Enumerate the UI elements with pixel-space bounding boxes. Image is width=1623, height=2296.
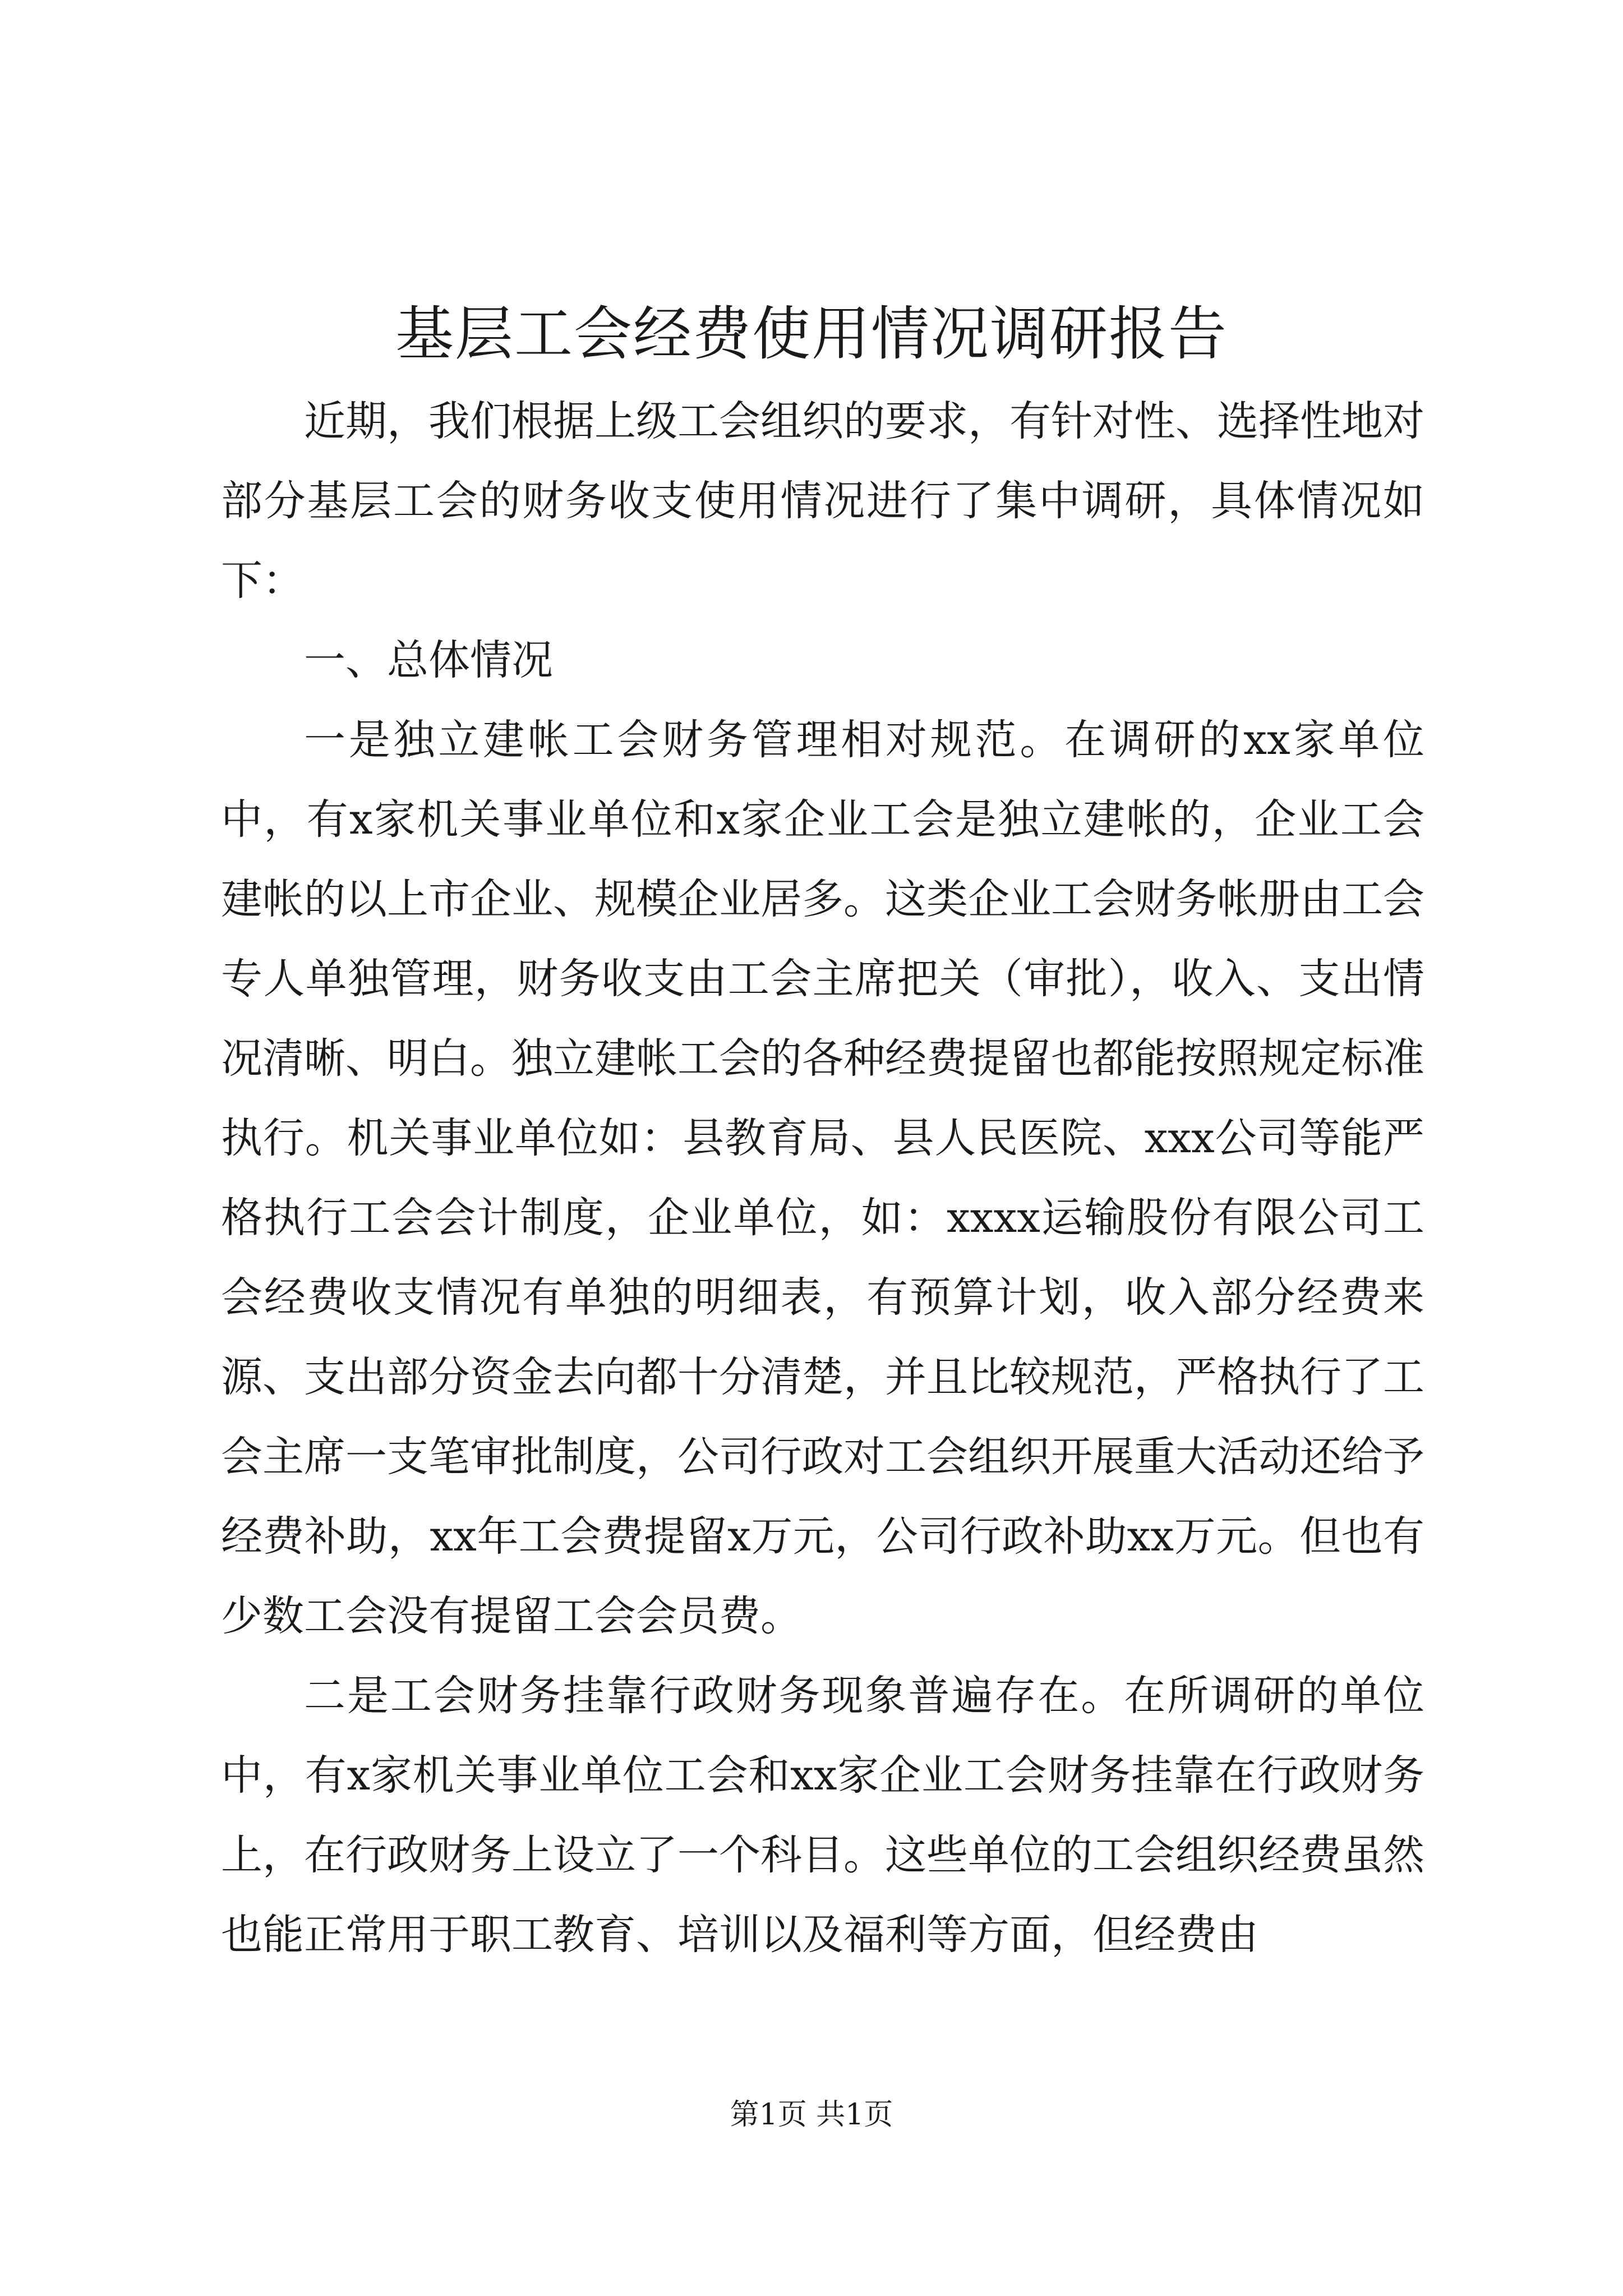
page-footer: 第1页 共1页 (730, 2098, 893, 2132)
paragraph-point-one: 一是独立建帐工会财务管理相对规范。在调研的xx家单位中，有x家机关事业单位和x家企业工会是独立建帐的，企业工会建帐的以上市企业、规模企业居多。这类企业工会财务帐册由工会专人单独管理，财务收支由工会主席把关（审批），收入、支出情况清晰、明白。独立建帐工会的各种经费提留也都能按照规定标准执行。机关事业单位如：县教育局、县人民医院、xxx公司等能严格执行工会会计制度，企业单位，如：xxxx运输股份有限公司工会经费收支情况有单独的明细表，有预算计划，收入部分经费来源、支出部分资金去向都十分清楚，并且比较规范，严格执行了工会主席一支笔审批制度，公司行政对工会组织开展重大活动还给予经费补助，xx年工会费提留x万元，公司行政补助xx万元。但也有少数工会没有提留工会会员费。 (221, 716, 1424, 1640)
section-heading: 一、总体情况 (304, 636, 553, 684)
document-body (221, 381, 1424, 1975)
document-title: 基层工会经费使用情况调研报告 (395, 300, 1228, 368)
paragraph-point-two: 二是工会财务挂靠行政财务现象普遍存在。在所调研的单位中，有x家机关事业单位工会和xx家企业工会财务挂靠在行政财务上，在行政财务上设立了一个科目。这些单位的工会组织经费虽然也能正常用于职工教育、培训以及福利等方面，但经费由 (221, 1672, 1424, 1959)
paragraph-intro: 近期，我们根据上级工会组织的要求，有针对性、选择性地对部分基层工会的财务收支使用情况进行了集中调研，具体情况如下： (221, 397, 1424, 605)
